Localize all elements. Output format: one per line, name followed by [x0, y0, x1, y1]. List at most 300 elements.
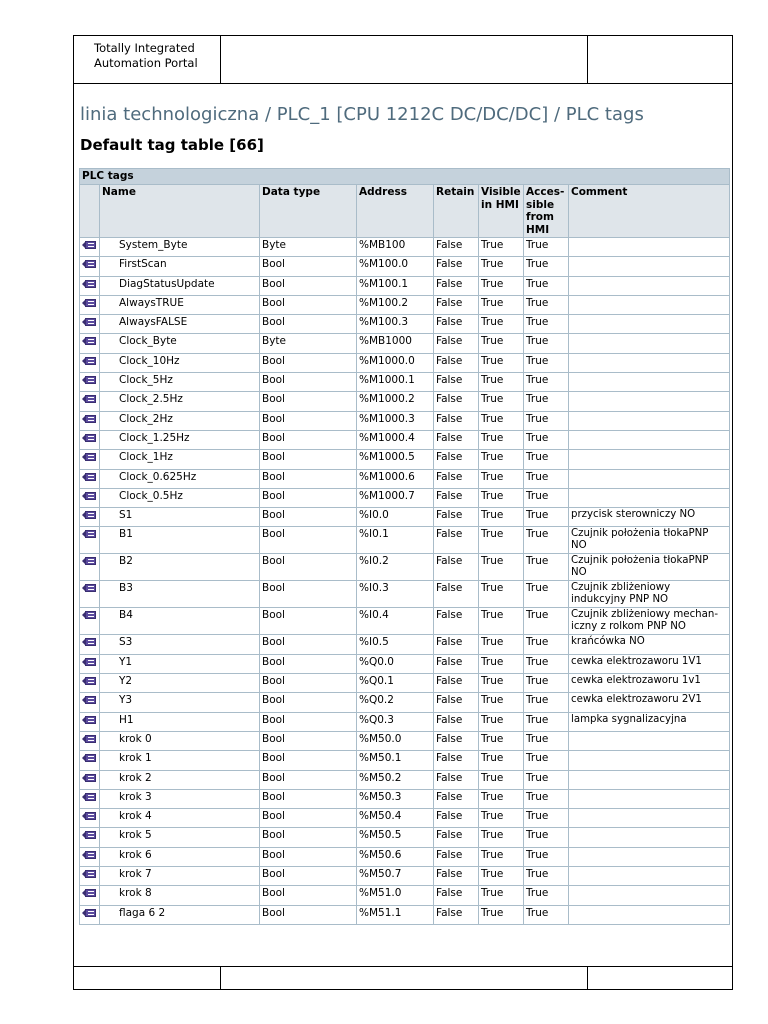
page-footer [73, 966, 733, 990]
tag-data-type: Bool [260, 411, 357, 430]
tag-comment [569, 430, 730, 449]
tag-comment [569, 789, 730, 808]
tag-address: %M50.1 [357, 751, 434, 770]
tag-comment [569, 886, 730, 905]
tag-visible-in-hmi: True [479, 789, 524, 808]
tag-accessible-from-hmi: True [524, 334, 569, 353]
table-row[interactable] [80, 295, 730, 314]
icon-cell [80, 430, 100, 449]
plc-tag-icon [82, 414, 97, 424]
table-row[interactable] [80, 905, 730, 924]
tag-data-type: Bool [260, 608, 357, 635]
tag-data-type: Byte [260, 238, 357, 257]
tag-comment: Czujnik zbliżeniowy indukcyjny PNP NO [569, 581, 730, 608]
tag-data-type: Bool [260, 450, 357, 469]
icon-cell [80, 731, 100, 750]
column-header-visible-in-hmi: Visible in HMI [479, 185, 524, 238]
tag-address: %M1000.6 [357, 469, 434, 488]
tag-visible-in-hmi: True [479, 674, 524, 693]
tag-comment [569, 847, 730, 866]
icon-cell [80, 276, 100, 295]
plc-tag-icon [82, 510, 97, 520]
table-row[interactable] [80, 828, 730, 847]
table-row[interactable] [80, 886, 730, 905]
tag-comment [569, 295, 730, 314]
tag-retain: False [434, 276, 479, 295]
tag-visible-in-hmi: True [479, 847, 524, 866]
icon-cell [80, 334, 100, 353]
tag-data-type: Bool [260, 789, 357, 808]
table-row[interactable] [80, 581, 730, 608]
column-header-accessible-from-hmi: Acces- sible from HMI [524, 185, 569, 238]
tag-retain: False [434, 392, 479, 411]
column-header-data-type: Data type [260, 185, 357, 238]
tag-accessible-from-hmi: True [524, 469, 569, 488]
icon-cell [80, 693, 100, 712]
tag-retain: False [434, 828, 479, 847]
table-caption: PLC tags [80, 169, 730, 185]
plc-tag-icon [82, 529, 97, 539]
tag-accessible-from-hmi: True [524, 751, 569, 770]
tag-visible-in-hmi: True [479, 508, 524, 527]
header-empty-cell [221, 36, 588, 83]
plc-tag-icon [82, 869, 97, 879]
tag-data-type: Bool [260, 527, 357, 554]
tag-data-type: Bool [260, 257, 357, 276]
plc-tag-icon [82, 317, 97, 327]
tag-data-type: Bool [260, 886, 357, 905]
tag-name: DiagStatusUpdate [100, 276, 260, 295]
tag-accessible-from-hmi: True [524, 809, 569, 828]
tag-accessible-from-hmi: True [524, 905, 569, 924]
tag-accessible-from-hmi: True [524, 295, 569, 314]
tag-comment: cewka elektrozaworu 2V1 [569, 693, 730, 712]
icon-cell [80, 751, 100, 770]
table-row[interactable] [80, 770, 730, 789]
table-row[interactable] [80, 635, 730, 654]
tag-comment [569, 373, 730, 392]
tag-comment [569, 905, 730, 924]
icon-cell [80, 581, 100, 608]
tag-name: krok 4 [100, 809, 260, 828]
table-row[interactable] [80, 789, 730, 808]
table-body [80, 238, 730, 925]
tag-name: FirstScan [100, 257, 260, 276]
plc-tag-icon [82, 452, 97, 462]
plc-tag-icon [82, 298, 97, 308]
tag-visible-in-hmi: True [479, 430, 524, 449]
tag-table-title: Default tag table [66] [80, 136, 264, 154]
plc-tag-icon [82, 888, 97, 898]
plc-tag-icon [82, 830, 97, 840]
tag-address: %M100.1 [357, 276, 434, 295]
tag-data-type: Bool [260, 581, 357, 608]
plc-tag-icon [82, 908, 97, 918]
tag-accessible-from-hmi: True [524, 508, 569, 527]
tag-data-type: Bool [260, 508, 357, 527]
tag-accessible-from-hmi: True [524, 847, 569, 866]
table-row[interactable] [80, 527, 730, 554]
table-row[interactable] [80, 488, 730, 507]
tag-visible-in-hmi: True [479, 712, 524, 731]
tag-name: Clock_2.5Hz [100, 392, 260, 411]
table-row[interactable] [80, 712, 730, 731]
tag-comment [569, 770, 730, 789]
plc-tag-icon [82, 773, 97, 783]
table-row[interactable] [80, 238, 730, 257]
icon-cell [80, 411, 100, 430]
table-row[interactable] [80, 731, 730, 750]
plc-tag-icon [82, 734, 97, 744]
tag-accessible-from-hmi: True [524, 770, 569, 789]
table-row[interactable] [80, 373, 730, 392]
tag-data-type: Byte [260, 334, 357, 353]
tag-name: krok 5 [100, 828, 260, 847]
tag-name: Clock_Byte [100, 334, 260, 353]
tag-retain: False [434, 554, 479, 581]
tag-name: krok 0 [100, 731, 260, 750]
tag-name: H1 [100, 712, 260, 731]
tag-visible-in-hmi: True [479, 392, 524, 411]
tag-visible-in-hmi: True [479, 770, 524, 789]
table-row[interactable] [80, 608, 730, 635]
tag-comment [569, 334, 730, 353]
tag-accessible-from-hmi: True [524, 712, 569, 731]
tag-retain: False [434, 238, 479, 257]
tag-visible-in-hmi: True [479, 554, 524, 581]
tag-address: %M1000.7 [357, 488, 434, 507]
tag-comment: Czujnik położenia tłokaPNP NO [569, 554, 730, 581]
tag-address: %M50.0 [357, 731, 434, 750]
icon-column-header [80, 185, 100, 238]
icon-cell [80, 789, 100, 808]
tag-data-type: Bool [260, 867, 357, 886]
tag-accessible-from-hmi: True [524, 392, 569, 411]
tag-data-type: Bool [260, 554, 357, 581]
tag-name: B2 [100, 554, 260, 581]
tag-data-type: Bool [260, 635, 357, 654]
tag-address: %I0.2 [357, 554, 434, 581]
tag-comment: cewka elektrozaworu 1V1 [569, 654, 730, 673]
tag-address: %M100.3 [357, 315, 434, 334]
tag-name: B4 [100, 608, 260, 635]
table-row[interactable] [80, 693, 730, 712]
tag-retain: False [434, 508, 479, 527]
icon-cell [80, 554, 100, 581]
table-row[interactable] [80, 654, 730, 673]
icon-cell [80, 867, 100, 886]
table-row[interactable] [80, 450, 730, 469]
icon-cell [80, 809, 100, 828]
tag-retain: False [434, 581, 479, 608]
icon-cell [80, 257, 100, 276]
table-row[interactable] [80, 353, 730, 372]
tag-name: krok 3 [100, 789, 260, 808]
tag-retain: False [434, 527, 479, 554]
tag-accessible-from-hmi: True [524, 527, 569, 554]
tag-name: Clock_0.5Hz [100, 488, 260, 507]
table-row[interactable] [80, 847, 730, 866]
tag-retain: False [434, 905, 479, 924]
tag-accessible-from-hmi: True [524, 731, 569, 750]
tag-data-type: Bool [260, 828, 357, 847]
icon-cell [80, 508, 100, 527]
icon-cell [80, 295, 100, 314]
plc-tag-icon [82, 657, 97, 667]
tag-retain: False [434, 315, 479, 334]
tag-comment [569, 731, 730, 750]
tag-address: %Q0.1 [357, 674, 434, 693]
tag-comment [569, 450, 730, 469]
table-row[interactable] [80, 554, 730, 581]
tag-comment [569, 867, 730, 886]
tag-comment [569, 238, 730, 257]
tag-comment [569, 353, 730, 372]
tag-accessible-from-hmi: True [524, 608, 569, 635]
tag-data-type: Bool [260, 276, 357, 295]
tag-retain: False [434, 635, 479, 654]
tag-data-type: Bool [260, 430, 357, 449]
tag-name: B3 [100, 581, 260, 608]
tag-visible-in-hmi: True [479, 905, 524, 924]
icon-cell [80, 905, 100, 924]
tag-visible-in-hmi: True [479, 257, 524, 276]
tag-visible-in-hmi: True [479, 469, 524, 488]
tag-visible-in-hmi: True [479, 809, 524, 828]
tag-accessible-from-hmi: True [524, 257, 569, 276]
tag-address: %M50.5 [357, 828, 434, 847]
footer-empty-cell [74, 967, 221, 989]
column-header-name: Name [100, 185, 260, 238]
tag-retain: False [434, 257, 479, 276]
plc-tag-icon [82, 695, 97, 705]
tag-visible-in-hmi: True [479, 635, 524, 654]
tag-comment [569, 809, 730, 828]
tag-retain: False [434, 770, 479, 789]
tag-retain: False [434, 809, 479, 828]
tag-comment [569, 751, 730, 770]
tag-accessible-from-hmi: True [524, 581, 569, 608]
icon-cell [80, 315, 100, 334]
tag-accessible-from-hmi: True [524, 488, 569, 507]
tag-name: Clock_1.25Hz [100, 430, 260, 449]
tag-comment [569, 315, 730, 334]
tag-comment [569, 469, 730, 488]
tag-name: Y3 [100, 693, 260, 712]
tag-address: %MB1000 [357, 334, 434, 353]
table-row[interactable] [80, 411, 730, 430]
tag-name: flaga 6 2 [100, 905, 260, 924]
tag-name: Clock_10Hz [100, 353, 260, 372]
tag-name: B1 [100, 527, 260, 554]
tag-retain: False [434, 731, 479, 750]
tag-visible-in-hmi: True [479, 450, 524, 469]
tag-accessible-from-hmi: True [524, 789, 569, 808]
tag-address: %Q0.0 [357, 654, 434, 673]
tag-comment [569, 828, 730, 847]
icon-cell [80, 886, 100, 905]
table-row[interactable] [80, 674, 730, 693]
tag-retain: False [434, 789, 479, 808]
tag-visible-in-hmi: True [479, 295, 524, 314]
tag-name: S1 [100, 508, 260, 527]
tag-accessible-from-hmi: True [524, 886, 569, 905]
tag-data-type: Bool [260, 392, 357, 411]
tag-address: %M1000.0 [357, 353, 434, 372]
table-row[interactable] [80, 334, 730, 353]
tag-comment: krańcówka NO [569, 635, 730, 654]
tag-address: %M51.1 [357, 905, 434, 924]
tag-name: Clock_2Hz [100, 411, 260, 430]
icon-cell [80, 488, 100, 507]
tag-retain: False [434, 430, 479, 449]
tag-name: krok 8 [100, 886, 260, 905]
plc-tags-table [79, 168, 730, 925]
plc-tag-icon [82, 279, 97, 289]
tag-address: %M100.2 [357, 295, 434, 314]
plc-tag-icon [82, 375, 97, 385]
tag-visible-in-hmi: True [479, 581, 524, 608]
tag-name: Y1 [100, 654, 260, 673]
plc-tag-icon [82, 259, 97, 269]
tag-retain: False [434, 373, 479, 392]
tag-visible-in-hmi: True [479, 238, 524, 257]
tag-comment: przycisk sterowniczy NO [569, 508, 730, 527]
plc-tag-icon [82, 676, 97, 686]
tag-address: %I0.1 [357, 527, 434, 554]
table-row[interactable] [80, 315, 730, 334]
tag-comment: Czujnik zbliżeniowy mechan- iczny z rolkom PNP NO [569, 608, 730, 635]
tag-retain: False [434, 488, 479, 507]
tag-retain: False [434, 469, 479, 488]
plc-tag-icon [82, 792, 97, 802]
table-row[interactable] [80, 430, 730, 449]
tag-accessible-from-hmi: True [524, 276, 569, 295]
tag-retain: False [434, 450, 479, 469]
tag-name: krok 7 [100, 867, 260, 886]
tag-visible-in-hmi: True [479, 334, 524, 353]
table-row[interactable] [80, 809, 730, 828]
plc-tag-icon [82, 583, 97, 593]
tag-retain: False [434, 674, 479, 693]
plc-tag-icon [82, 811, 97, 821]
tag-name: AlwaysFALSE [100, 315, 260, 334]
plc-tag-icon [82, 240, 97, 250]
icon-cell [80, 828, 100, 847]
tag-comment [569, 276, 730, 295]
tag-comment: cewka elektrozaworu 1v1 [569, 674, 730, 693]
tag-visible-in-hmi: True [479, 654, 524, 673]
table-row[interactable] [80, 276, 730, 295]
icon-cell [80, 469, 100, 488]
plc-tag-icon [82, 433, 97, 443]
tag-address: %M51.0 [357, 886, 434, 905]
column-header-comment: Comment [569, 185, 730, 238]
plc-tag-icon [82, 610, 97, 620]
tag-accessible-from-hmi: True [524, 411, 569, 430]
tag-address: %Q0.2 [357, 693, 434, 712]
tag-visible-in-hmi: True [479, 608, 524, 635]
tag-retain: False [434, 411, 479, 430]
tag-address: %M1000.2 [357, 392, 434, 411]
tag-retain: False [434, 847, 479, 866]
tag-address: %M1000.4 [357, 430, 434, 449]
tag-data-type: Bool [260, 905, 357, 924]
tag-accessible-from-hmi: True [524, 238, 569, 257]
tag-comment [569, 392, 730, 411]
tag-data-type: Bool [260, 353, 357, 372]
tag-name: Clock_1Hz [100, 450, 260, 469]
icon-cell [80, 527, 100, 554]
tag-accessible-from-hmi: True [524, 450, 569, 469]
tag-visible-in-hmi: True [479, 276, 524, 295]
tag-address: %I0.4 [357, 608, 434, 635]
tag-accessible-from-hmi: True [524, 693, 569, 712]
table-row[interactable] [80, 867, 730, 886]
tag-data-type: Bool [260, 674, 357, 693]
icon-cell [80, 353, 100, 372]
tag-name: krok 1 [100, 751, 260, 770]
plc-tag-icon [82, 394, 97, 404]
tag-visible-in-hmi: True [479, 731, 524, 750]
tag-retain: False [434, 867, 479, 886]
tag-name: krok 6 [100, 847, 260, 866]
tag-retain: False [434, 693, 479, 712]
footer-empty-cell [221, 967, 588, 989]
table-row[interactable] [80, 508, 730, 527]
icon-cell [80, 635, 100, 654]
tag-name: S3 [100, 635, 260, 654]
page-header [73, 35, 733, 84]
tag-retain: False [434, 295, 479, 314]
table-row[interactable] [80, 257, 730, 276]
tag-visible-in-hmi: True [479, 411, 524, 430]
tag-address: %M50.3 [357, 789, 434, 808]
tag-retain: False [434, 751, 479, 770]
tag-data-type: Bool [260, 770, 357, 789]
footer-empty-cell [588, 967, 732, 989]
tag-retain: False [434, 886, 479, 905]
tag-accessible-from-hmi: True [524, 315, 569, 334]
tag-data-type: Bool [260, 731, 357, 750]
tag-comment: Czujnik położenia tłokaPNP NO [569, 527, 730, 554]
icon-cell [80, 654, 100, 673]
tag-name: Y2 [100, 674, 260, 693]
tag-address: %M50.4 [357, 809, 434, 828]
tag-retain: False [434, 712, 479, 731]
tag-visible-in-hmi: True [479, 751, 524, 770]
tag-accessible-from-hmi: True [524, 635, 569, 654]
plc-tag-icon [82, 472, 97, 482]
tag-retain: False [434, 654, 479, 673]
tag-data-type: Bool [260, 315, 357, 334]
tag-visible-in-hmi: True [479, 527, 524, 554]
tag-address: %M50.7 [357, 867, 434, 886]
table-row[interactable] [80, 392, 730, 411]
tag-retain: False [434, 334, 479, 353]
tag-address: %I0.3 [357, 581, 434, 608]
icon-cell [80, 847, 100, 866]
icon-cell [80, 238, 100, 257]
tag-address: %M1000.3 [357, 411, 434, 430]
tag-data-type: Bool [260, 809, 357, 828]
tag-accessible-from-hmi: True [524, 674, 569, 693]
icon-cell [80, 373, 100, 392]
tag-data-type: Bool [260, 654, 357, 673]
table-row[interactable] [80, 469, 730, 488]
icon-cell [80, 712, 100, 731]
table-row[interactable] [80, 751, 730, 770]
